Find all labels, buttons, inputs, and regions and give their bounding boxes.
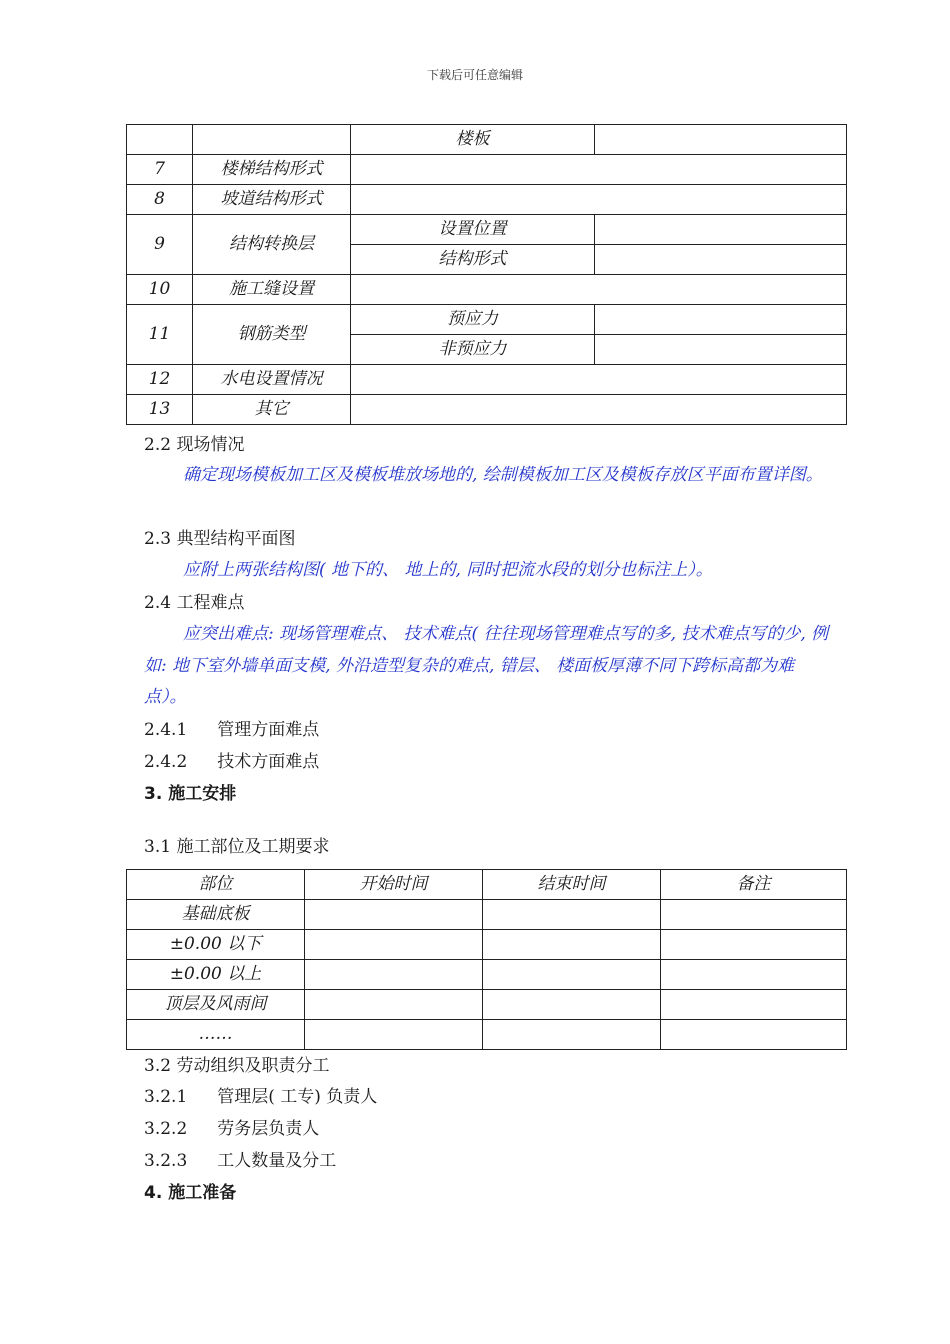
row-name: 坡道结构形式	[193, 185, 351, 215]
row-number: 11	[127, 305, 193, 365]
table-header-row	[127, 870, 847, 900]
table-cell	[483, 930, 661, 960]
row-number: 12	[127, 365, 193, 395]
subsection-3-2-3	[144, 1145, 336, 1177]
subsection-title: 管理层( 工专) 负责人	[217, 1087, 378, 1107]
table-cell	[351, 155, 847, 185]
table-cell	[661, 990, 847, 1020]
section-heading-3: 3. 施工安排	[144, 784, 237, 804]
subsection-title: 劳务层负责人	[217, 1119, 320, 1139]
table-cell	[351, 365, 847, 395]
subsection-number: 3.2.1	[144, 1087, 188, 1107]
table-cell	[193, 125, 351, 155]
table-row	[127, 365, 847, 395]
table-row	[127, 275, 847, 305]
table-cell	[661, 1020, 847, 1050]
table-cell	[305, 990, 483, 1020]
table-cell	[305, 960, 483, 990]
row-name: 施工缝设置	[193, 275, 351, 305]
table-cell	[483, 990, 661, 1020]
section-heading-3-2: 3.2 劳动组织及职责分工	[144, 1056, 330, 1076]
table-cell	[127, 125, 193, 155]
section-note-2-4: 应突出难点: 现场管理难点、 技术难点( 往往现场管理难点写的多, 技术难点写的少, 例如: 地下室外墙单面支模, 外沿造型复杂的难点, 错层、 楼面板厚薄不同下跨标高都为难点）。	[144, 624, 829, 707]
section-heading-2-3: 2.3 典型结构平面图	[144, 529, 296, 549]
column-header: 备注	[661, 870, 847, 900]
table-cell	[351, 395, 847, 425]
subsection-title: 管理方面难点	[217, 720, 320, 740]
section-heading-2-2: 2.2 现场情况	[144, 435, 245, 455]
row-number: 8	[127, 185, 193, 215]
table-row	[127, 960, 847, 990]
row-number: 13	[127, 395, 193, 425]
section-heading-4: 4. 施工准备	[144, 1183, 237, 1203]
subsection-2-4-2	[144, 746, 319, 778]
row-number: 7	[127, 155, 193, 185]
table-cell	[305, 930, 483, 960]
table-cell	[305, 900, 483, 930]
table-cell	[305, 1020, 483, 1050]
column-header: 结束时间	[483, 870, 661, 900]
part-cell: ±0.00 以下	[127, 930, 305, 960]
table-cell	[661, 900, 847, 930]
sub-label: 结构形式	[351, 245, 595, 275]
subsection-3-2-2	[144, 1113, 319, 1145]
table-row	[127, 990, 847, 1020]
table-cell: 楼板	[351, 125, 595, 155]
table-row	[127, 125, 847, 155]
table-cell	[661, 960, 847, 990]
row-number: 9	[127, 215, 193, 275]
structure-table	[126, 124, 847, 425]
table-row	[127, 155, 847, 185]
table-row	[127, 395, 847, 425]
part-cell: 顶层及风雨间	[127, 990, 305, 1020]
table-row	[127, 305, 847, 335]
row-name: 水电设置情况	[193, 365, 351, 395]
table-cell	[661, 930, 847, 960]
row-name: 结构转换层	[193, 215, 351, 275]
subsection-title: 工人数量及分工	[217, 1151, 337, 1171]
section-note-2-3: 应附上两张结构图( 地下的、 地上的, 同时把流水段的划分也标注上）。	[183, 560, 713, 580]
part-cell: 基础底板	[127, 900, 305, 930]
schedule-table	[126, 869, 847, 1050]
table-cell	[351, 275, 847, 305]
table-cell	[351, 185, 847, 215]
subsection-3-2-1	[144, 1081, 377, 1113]
table-cell	[595, 245, 847, 275]
table-row	[127, 1020, 847, 1050]
table-cell	[595, 305, 847, 335]
subsection-number: 2.4.2	[144, 752, 188, 772]
sub-label: 非预应力	[351, 335, 595, 365]
row-name: 钢筋类型	[193, 305, 351, 365]
row-name: 其它	[193, 395, 351, 425]
table-row	[127, 215, 847, 245]
table-row	[127, 930, 847, 960]
section-note-2-2: 确定现场模板加工区及模板堆放场地的, 绘制模板加工区及模板存放区平面布置详图。	[183, 465, 823, 485]
subsection-number: 3.2.3	[144, 1151, 188, 1171]
subsection-number: 3.2.2	[144, 1119, 188, 1139]
table-row	[127, 900, 847, 930]
page-header: 下载后可任意编辑	[426, 68, 523, 82]
part-cell: ±0.00 以上	[127, 960, 305, 990]
table-cell	[483, 1020, 661, 1050]
row-number: 10	[127, 275, 193, 305]
subsection-title: 技术方面难点	[217, 752, 320, 772]
table-row	[127, 185, 847, 215]
table-cell	[483, 900, 661, 930]
section-heading-3-1: 3.1 施工部位及工期要求	[144, 837, 330, 857]
column-header: 开始时间	[305, 870, 483, 900]
subsection-number: 2.4.1	[144, 720, 188, 740]
sub-label: 预应力	[351, 305, 595, 335]
table-cell	[595, 125, 847, 155]
table-cell	[483, 960, 661, 990]
row-name: 楼梯结构形式	[193, 155, 351, 185]
section-heading-2-4: 2.4 工程难点	[144, 593, 245, 613]
column-header: 部位	[127, 870, 305, 900]
table-cell	[595, 335, 847, 365]
sub-label: 设置位置	[351, 215, 595, 245]
part-cell: ……	[127, 1020, 305, 1050]
table-cell	[595, 215, 847, 245]
subsection-2-4-1	[144, 714, 319, 746]
